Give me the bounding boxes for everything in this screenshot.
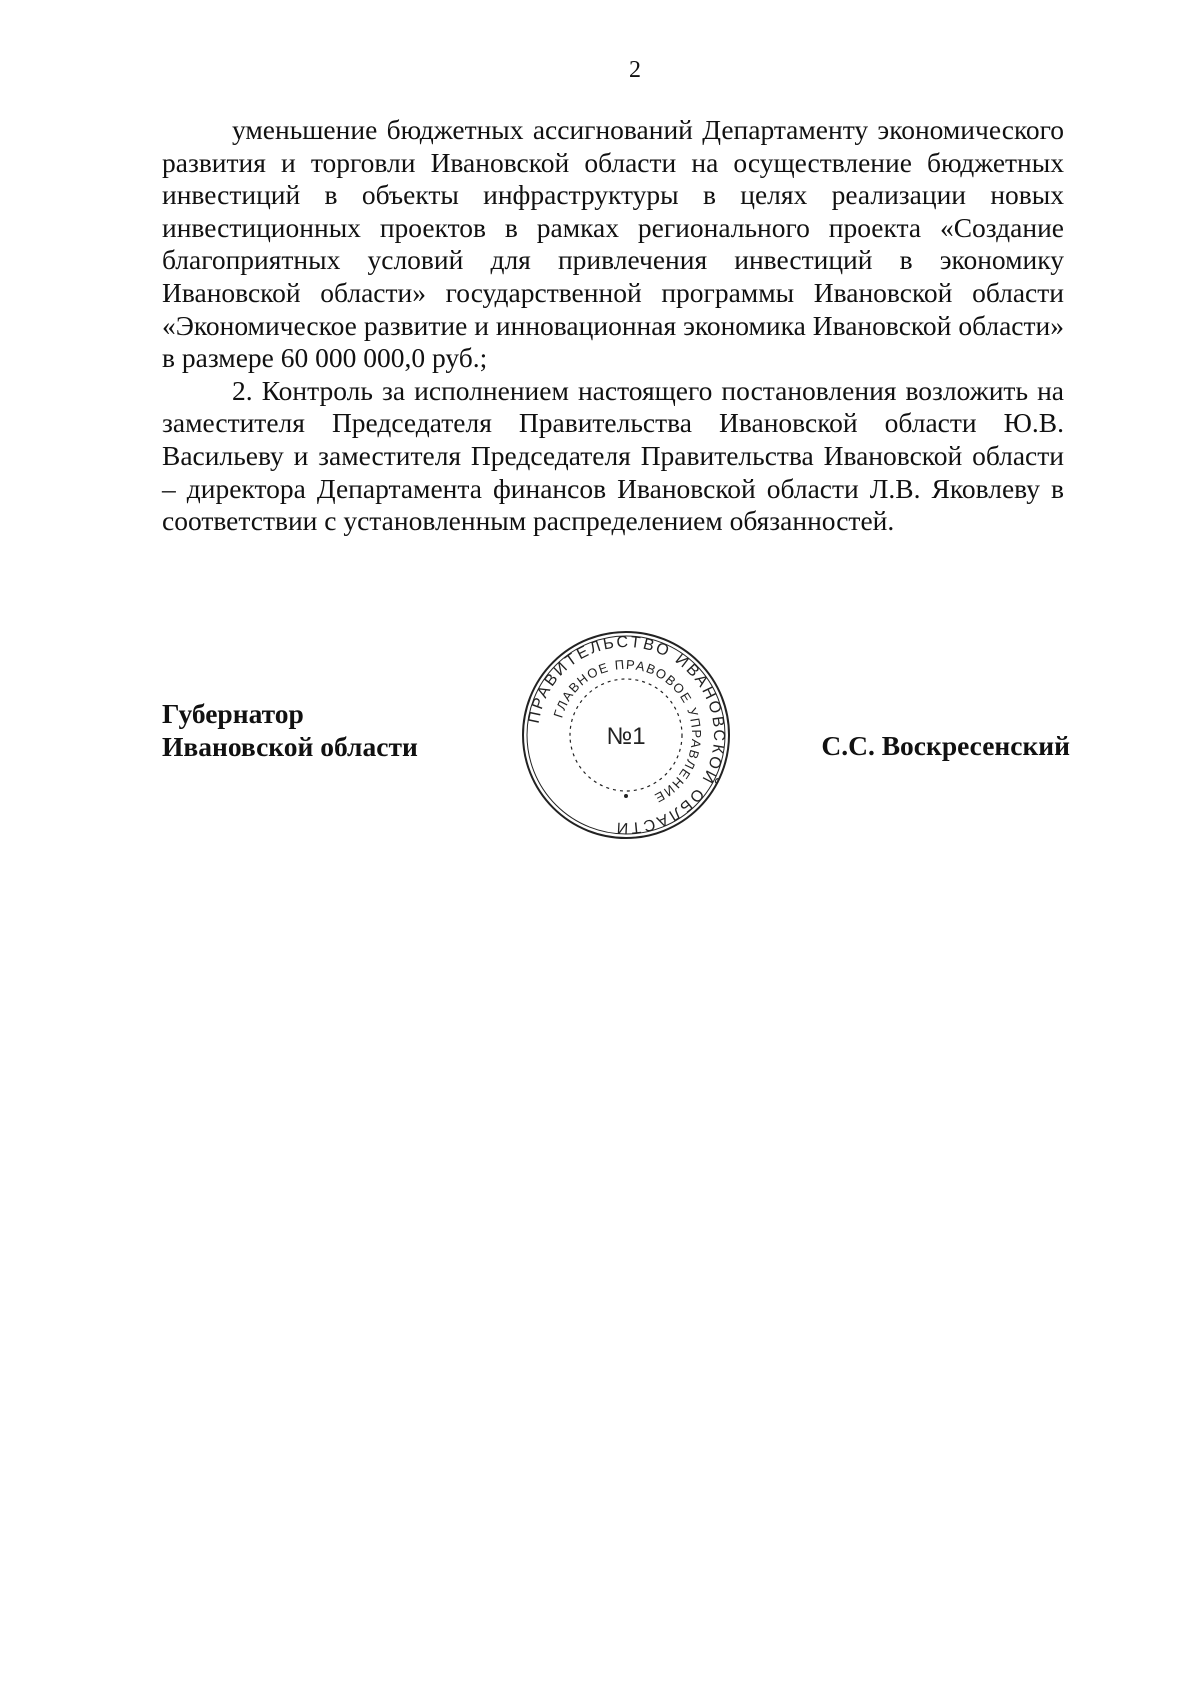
signatory-name: С.С. Воскресенский	[821, 730, 1070, 761]
signatory-title	[162, 698, 502, 763]
stamp-outer-text: ПРАВИТЕЛЬСТВО ИВАНОВСКОЙ ОБЛАСТИ	[525, 633, 728, 837]
paragraph-budget-reduction: уменьшение бюджетных ассигнований Департаменту экономического развития и торговли Ивановской области на осуществление бюджетных инвестиций в объекты инфраструктуры в целях реализации новых инвестиционных проектов в рамках регионального проекта «Создание благоприятных условий для привлечения инвестиций в экономику Ивановской области» государственной программы Ивановской области «Экономическое развитие и инновационная экономика Ивановской области» в размере 60 000 000,0 руб.;	[162, 114, 1064, 374]
paragraph-control-clause: 2. Контроль за исполнением настоящего постановления возложить на заместителя Председателя Правительства Ивановской области Ю.В. Васильеву и заместителя Председателя Правительства Ивановской области – директора Департамента финансов Ивановской области Л.В. Яковлеву в соответствии с установленным распределением обязанностей.	[162, 374, 1064, 537]
stamp-inner-text: ГЛАВНОЕ ПРАВОВОЕ УПРАВЛЕНИЕ	[550, 656, 705, 807]
signature-block	[0, 620, 1200, 860]
document-body	[162, 114, 1064, 538]
signatory-title-line-2: Ивановской области	[162, 730, 418, 762]
page-number: 2	[629, 57, 641, 83]
signatory-title-line-1: Губернатор	[162, 698, 304, 729]
official-seal-stamp	[521, 630, 731, 840]
stamp-number: №1	[606, 723, 646, 750]
stamp-bottom-dot	[624, 794, 628, 798]
